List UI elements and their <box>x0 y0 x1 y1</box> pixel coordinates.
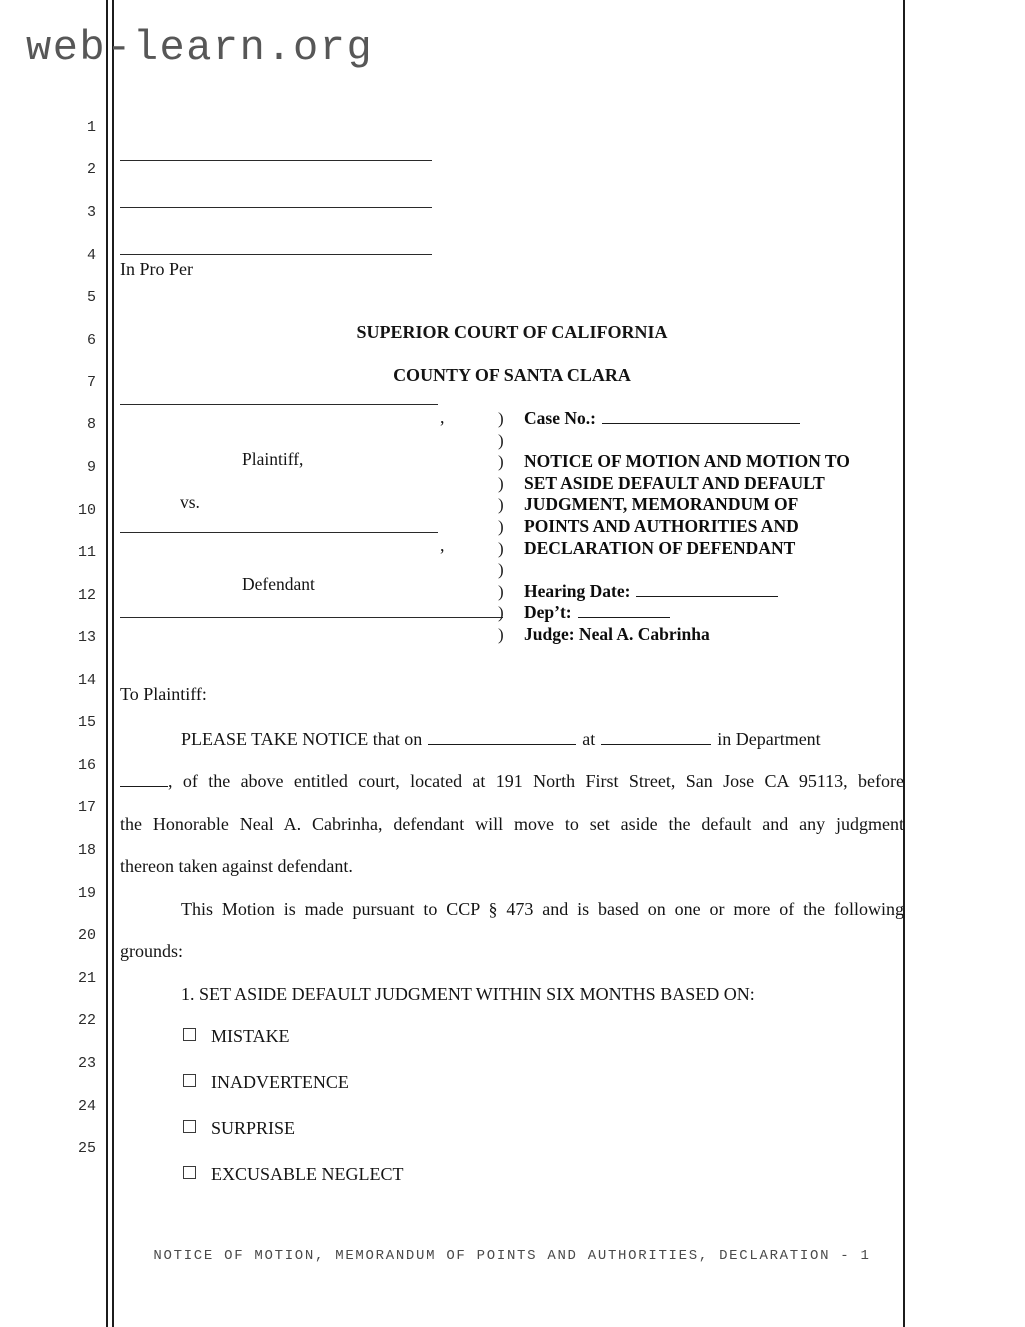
caption-paren: ) <box>498 560 504 580</box>
notice-sentence-line4: thereon taken against defendant. <box>120 856 353 876</box>
line-number: 21 <box>77 970 96 987</box>
checkbox-row-excusable-neglect <box>183 1164 404 1185</box>
line-number: 14 <box>77 672 96 689</box>
line-number: 4 <box>86 247 96 264</box>
defendant-name-blank[interactable] <box>120 532 438 533</box>
document-title-line: ) POINTS AND AUTHORITIES AND <box>498 515 799 536</box>
line-number: 3 <box>86 204 96 221</box>
document-title-line: ) NOTICE OF MOTION AND MOTION TO <box>498 451 850 472</box>
caption-paren: ) <box>498 624 504 644</box>
line-number: 17 <box>77 799 96 816</box>
hearing-date-label: Hearing Date: <box>524 580 631 601</box>
mistake-checkbox[interactable] <box>183 1028 196 1041</box>
line-number: 12 <box>77 587 96 604</box>
department-row <box>498 602 850 624</box>
department-fill-blank[interactable] <box>120 772 168 787</box>
department-label: Dep’t: <box>524 602 572 623</box>
line-number: 1 <box>86 119 96 136</box>
plaintiff-name-blank[interactable] <box>120 404 438 405</box>
hearing-date-fill-blank[interactable] <box>428 730 576 745</box>
line-number: 6 <box>86 332 96 349</box>
notice-sentence-line2: , of the above entitled court, located at 191 North First Street, San Jose CA 95113, before <box>120 771 904 792</box>
court-name-heading: SUPERIOR COURT OF CALIFORNIA <box>356 322 668 342</box>
attorney-phone-blank[interactable] <box>120 254 432 255</box>
caption-paren: ) <box>498 473 504 493</box>
notice-sentence-line1: PLEASE TAKE NOTICE that on at in Department <box>181 729 821 749</box>
inadvertence-label: INADVERTENCE <box>211 1072 349 1092</box>
in-pro-per-label: In Pro Per <box>120 259 193 279</box>
attorney-address-blank[interactable] <box>120 207 432 208</box>
department-blank[interactable] <box>578 603 670 618</box>
case-number-row <box>498 408 850 430</box>
comma-after-plaintiff: , <box>440 407 445 427</box>
comma-after-defendant: , <box>440 535 445 555</box>
line-number: 11 <box>77 544 96 561</box>
surprise-checkbox[interactable] <box>183 1120 196 1133</box>
line-number: 15 <box>77 714 96 731</box>
line-number: 10 <box>77 502 96 519</box>
line-number: 7 <box>86 374 96 391</box>
checkbox-row-inadvertence <box>183 1072 349 1093</box>
checkbox-row-surprise <box>183 1118 295 1139</box>
document-title-line: ) DECLARATION OF DEFENDANT <box>498 537 796 558</box>
caption-paren: ) <box>498 495 504 515</box>
caption-right-column <box>498 408 850 646</box>
line-number: 9 <box>86 459 96 476</box>
hearing-time-fill-blank[interactable] <box>601 730 711 745</box>
line-number: 23 <box>77 1055 96 1072</box>
judge-row <box>498 624 850 646</box>
line-number: 19 <box>77 885 96 902</box>
case-number-blank[interactable] <box>602 409 800 424</box>
excusable-neglect-label: EXCUSABLE NEGLECT <box>211 1164 404 1184</box>
line-number: 25 <box>77 1140 96 1157</box>
surprise-label: SURPRISE <box>211 1118 296 1138</box>
caption-paren: ) <box>498 516 504 536</box>
section1-heading: 1. SET ASIDE DEFAULT JUDGMENT WITHIN SIX MONTHS BASED ON: <box>181 984 755 1004</box>
to-plaintiff-label: To Plaintiff: <box>120 684 207 704</box>
document-title-line: ) SET ASIDE DEFAULT AND DEFAULT <box>498 472 825 493</box>
line-number: 22 <box>77 1012 96 1029</box>
mistake-label: MISTAKE <box>211 1026 290 1046</box>
caption-bottom-blank[interactable] <box>120 617 503 618</box>
checkbox-row-mistake <box>183 1026 290 1047</box>
judge-label: Judge: Neal A. Cabrinha <box>524 623 710 644</box>
line-number: 20 <box>77 927 96 944</box>
hearing-date-blank[interactable] <box>636 582 778 597</box>
attorney-name-blank[interactable] <box>120 160 432 161</box>
caption-paren: ) <box>498 581 504 601</box>
motion-grounds-line1: This Motion is made pursuant to CCP § 473 and is based on one or more of the following <box>181 899 904 919</box>
motion-grounds-line2: grounds: <box>120 941 183 961</box>
caption-paren: ) <box>498 430 504 450</box>
excusable-neglect-checkbox[interactable] <box>183 1166 196 1179</box>
caption-paren: ) <box>498 409 504 428</box>
document-title-line: ) JUDGMENT, MEMORANDUM OF <box>498 494 799 515</box>
caption-paren: ) <box>498 452 504 472</box>
watermark: web-learn.org <box>26 24 374 72</box>
line-number: 13 <box>77 629 96 646</box>
page-footer-title: NOTICE OF MOTION, MEMORANDUM OF POINTS AND AUTHORITIES, DECLARATION - 1 <box>153 1248 871 1264</box>
defendant-label: Defendant <box>242 574 315 594</box>
plaintiff-label: Plaintiff, <box>242 449 304 469</box>
pleading-right-rule <box>903 0 905 1327</box>
line-number: 5 <box>86 289 96 306</box>
line-number: 18 <box>77 842 96 859</box>
hearing-date-row <box>498 581 850 603</box>
notice-sentence-line3: the Honorable Neal A. Cabrinha, defendant will move to set aside the default and any judgment <box>120 814 904 834</box>
caption-paren: ) <box>498 603 504 623</box>
line-number: 16 <box>77 757 96 774</box>
pleading-left-double-rule <box>106 0 114 1327</box>
court-county-heading: COUNTY OF SANTA CLARA <box>393 365 631 385</box>
inadvertence-checkbox[interactable] <box>183 1074 196 1087</box>
caption-paren: ) <box>498 538 504 558</box>
line-number: 2 <box>86 161 96 178</box>
line-number: 24 <box>77 1098 96 1115</box>
vs-label: vs. <box>180 492 200 512</box>
case-number-label: Case No.: <box>524 408 596 428</box>
line-number: 8 <box>86 416 96 433</box>
